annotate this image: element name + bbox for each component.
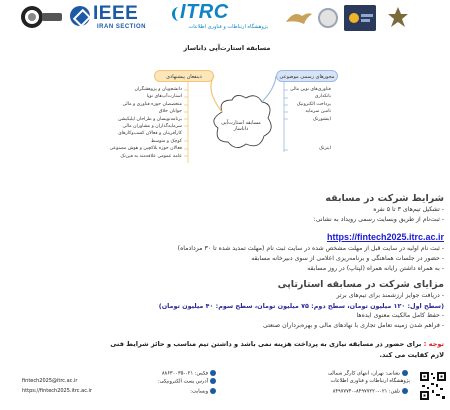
topic-item: تامین سرمایه (305, 109, 331, 115)
topic-item-spacer (290, 123, 331, 130)
attention-text: برای حضور در مسابقه نیازی به پرداخت هزینه نمی باشد و داشتن تیم مناسب و حائز شرایط فنی (110, 340, 424, 348)
topics-list (290, 86, 331, 153)
condition-line: - حضور در جلسات هماهنگی و برنامه‌ریزی اعلامی از سوی دبیرخانه مسابقه (251, 255, 444, 262)
phone-icon (402, 388, 408, 394)
attention-note (32, 339, 444, 350)
stakeholders-list (110, 86, 182, 160)
condition-line: - به همراه داشتن رایانه همراه (لپتاپ) در روز مسابقه (307, 265, 444, 272)
mindmap (0, 0, 450, 180)
footer-email-address[interactable]: fintech2025@itrc.ac.ir (22, 378, 78, 384)
prize-tiers-line: (سطح اول: ۱۲۰ میلیون تومان، سطح دوم: ۷۵ میلیون تومان، سطح سوم: ۴۰ میلیون تومان) (158, 302, 444, 310)
qr-code[interactable] (418, 370, 448, 402)
branch-stakeholders: ذینفعان پیشنهادی (154, 70, 214, 82)
benefits-heading: مزایای شرکت در مسابقه استارتاپی (277, 279, 444, 290)
mindmap-title: مسابقه استارت‌آپی داناساز (183, 44, 271, 52)
branch-topics: محورهای رسمی موضوعی (276, 70, 338, 82)
stakeholder-item: دانشجویان و پژوهشگران (134, 87, 182, 92)
stakeholder-item: برنامه‌نویسان و طراحان اپلیکیشن (118, 116, 182, 122)
condition-line: - تشکیل تیم‌های ۳ تا ۵ نفره (373, 206, 444, 213)
stakeholder-item: متخصصان حوزه فناوری و مالی (122, 101, 182, 107)
stakeholder-item: فعالان حوزه بلاکچین و هوش مصنوعی (109, 146, 182, 152)
topic-item-spacer (290, 130, 331, 137)
topic-item: بانکداری (314, 94, 331, 100)
location-pin-icon (402, 370, 408, 376)
registration-link[interactable]: https://fintech2025.itrc.ac.ir (326, 232, 444, 242)
footer-fax: فکس: ۰۲۱-۸۸۶۳۰۰۳۵ (162, 370, 218, 378)
conditions-heading: شرایط شرکت در مسابقه (325, 193, 444, 204)
email-icon (210, 378, 216, 384)
footer-phone: تلفن: ۰۲۱-۸۴۹۷۷۲۲۰-۸۴۹۷۷۷۴۰ (333, 388, 410, 396)
itrc-wordmark: ITRC (180, 1, 229, 23)
stakeholder-item: جوانان خلاق (158, 109, 182, 115)
condition-line: - ثبت‌نام از طریق وبسایت رسمی رویداد به نشانی: (313, 216, 444, 223)
contact-footer (0, 366, 450, 410)
mindmap-connectors (0, 0, 450, 180)
announcement-body (32, 192, 444, 361)
footer-website: وبسایت: (190, 388, 218, 396)
benefit-line: - فراهم شدن زمینه تعامل تجاری با نهادهای مالی و بهره‌برداران صنعتی (263, 322, 444, 329)
benefit-line: - حفظ کامل مالکیت معنوی ایده‌ها (356, 312, 444, 319)
topic-item: اینزتک (319, 146, 331, 152)
stakeholder-item: عامه عمومی علاقه‌مند به فین‌تک (120, 153, 182, 159)
fax-icon (210, 370, 216, 376)
benefit-line: - دریافت جوایز ارزشمند برای تیم‌های برتر (336, 292, 444, 299)
attention-text-cont: لازم کفایت می کند. (379, 351, 444, 359)
stakeholder-item: کارآفرینان و فعالان کسب‌وکارهای کوچک و متوسط (118, 131, 182, 144)
topic-item-spacer (290, 138, 331, 145)
stakeholder-item: استارت‌آپ‌های نوپا (146, 94, 182, 100)
ieee-section-label: IRAN SECTION (97, 24, 147, 30)
footer-address: نشانی: تهران، انتهای کارگر شمالی (328, 370, 410, 378)
globe-icon (210, 388, 216, 394)
ieee-wordmark: IEEE (93, 3, 139, 24)
condition-line: - ثبت نام اولیه در سایت قبل از مهلت مشخص شده در سایت ثبت نام (مهلت تمدید شده تا ۳۰ مرداد‌ماه) (177, 245, 444, 252)
mindmap-hub-label: مسابقه استارت‌آپی داناساز (221, 120, 261, 132)
topic-item: پرداخت الکترونیک (296, 101, 331, 107)
attention-label: توجه : (423, 340, 444, 348)
topic-item: فناوری‌های نوین مالی (290, 87, 331, 92)
topic-item: اینشورتک (312, 116, 331, 122)
stakeholder-item: سرمایه‌گذاران و مشاوران مالی (122, 123, 182, 129)
itrc-subtitle: پژوهشگاه ارتباطات و فناوری اطلاعات (188, 24, 268, 30)
footer-address2: پژوهشگاه ارتباطات و فناوری اطلاعات (330, 378, 410, 384)
footer-email: آدرس پست الکترونیکی: (158, 378, 218, 386)
footer-website-url[interactable]: https://fintech2025.itrc.ac.ir (22, 388, 92, 394)
